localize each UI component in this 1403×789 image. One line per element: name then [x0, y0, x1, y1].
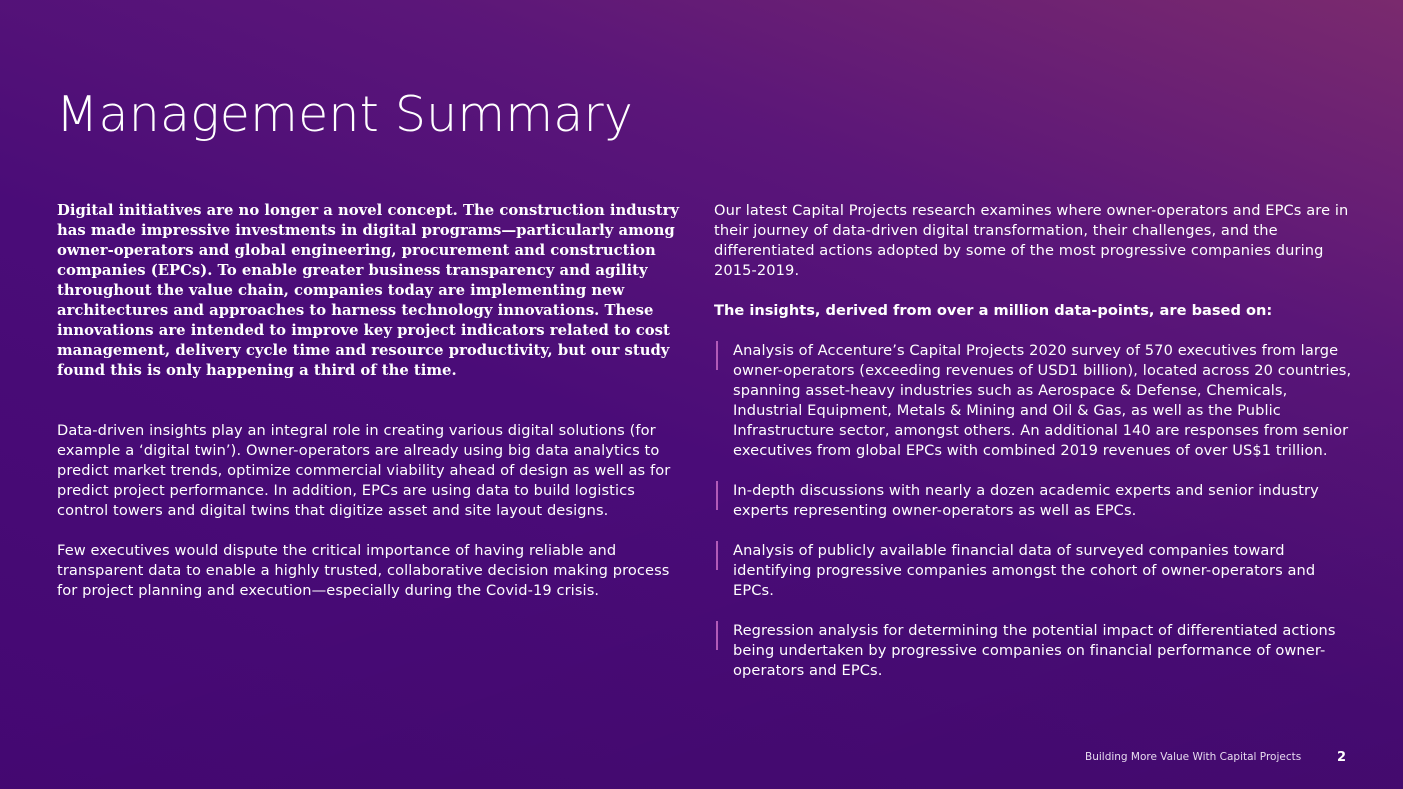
body-paragraph-2: Few executives would dispute the critical importance of having reliable and transparent data to enable a highly trusted, collaborative decision making process for project planning and execution—especially during the Covid-19 crisis.: [57, 542, 670, 599]
list-item-text: In-depth discussions with nearly a dozen academic experts and senior industry experts representing owner-operators as well as EPCs.: [733, 482, 1319, 519]
list-item: [714, 541, 1354, 601]
spacer: [57, 381, 680, 421]
insights-list: [714, 341, 1354, 681]
bullet-bar-icon: [716, 341, 718, 370]
body-paragraph-1: Data-driven insights play an integral role in creating various digital solutions (for example a ‘digital twin’). Owner-operators are already using big data analytics to predict market trends, optimize commercial viability ahead of design as well as for predict project performance. In addition, EPCs are using data to build logistics control towers and digital twins that digitize asset and site layout designs.: [57, 422, 671, 519]
list-item-text: Analysis of Accenture’s Capital Projects 2020 survey of 570 executives from large owner-operators (exceeding revenues of USD1 billion), located across 20 countries, spanning asset-heavy industries such as Aerospace & Defense, Chemicals, Industrial Equipment, Metals & Mining and Oil & Gas, as well as the Public Infrastructure sector, amongst others. An additional 140 are responses from senior executives from global EPCs with combined 2019 revenues of over US$1 trillion.: [733, 342, 1352, 459]
right-column: [714, 201, 1354, 701]
insights-subheading: The insights, derived from over a million data-points, are based on:: [714, 302, 1273, 319]
lead-paragraph: Digital initiatives are no longer a novel concept. The construction industry has made impressive investments in digital programs—particularly among owner-operators and global engineering, procurement and construction companies (EPCs). To enable greater business transparency and agility throughout the value chain, companies today are implementing new architectures and approaches to harness technology innovations. These innovations are intended to improve key project indicators related to cost management, delivery cycle time and resource productivity, but our study found this is only happening a third of the time.: [57, 202, 679, 379]
bullet-bar-icon: [716, 541, 718, 570]
spacer: [57, 521, 680, 541]
page-title: Management Summary: [56, 86, 634, 143]
spacer: [714, 321, 1354, 341]
list-item: [714, 621, 1354, 681]
bullet-bar-icon: [716, 481, 718, 510]
list-item: [714, 481, 1354, 521]
footer-title: Building More Value With Capital Projects: [1085, 751, 1302, 763]
bullet-bar-icon: [716, 621, 718, 650]
page-number: 2: [1337, 750, 1347, 765]
list-item: [714, 341, 1354, 461]
spacer: [714, 281, 1354, 301]
list-item-text: Regression analysis for determining the potential impact of differentiated actions being undertaken by progressive companies on financial performance of owner-operators and EPCs.: [733, 622, 1336, 679]
left-column: [57, 201, 680, 601]
list-item-text: Analysis of publicly available financial data of surveyed companies toward identifying progressive companies amongst the cohort of owner-operators and EPCs.: [733, 542, 1316, 599]
intro-paragraph: Our latest Capital Projects research examines where owner-operators and EPCs are in their journey of data-driven digital transformation, their challenges, and the differentiated actions adopted by some of the most progressive companies during 2015-2019.: [714, 202, 1349, 279]
